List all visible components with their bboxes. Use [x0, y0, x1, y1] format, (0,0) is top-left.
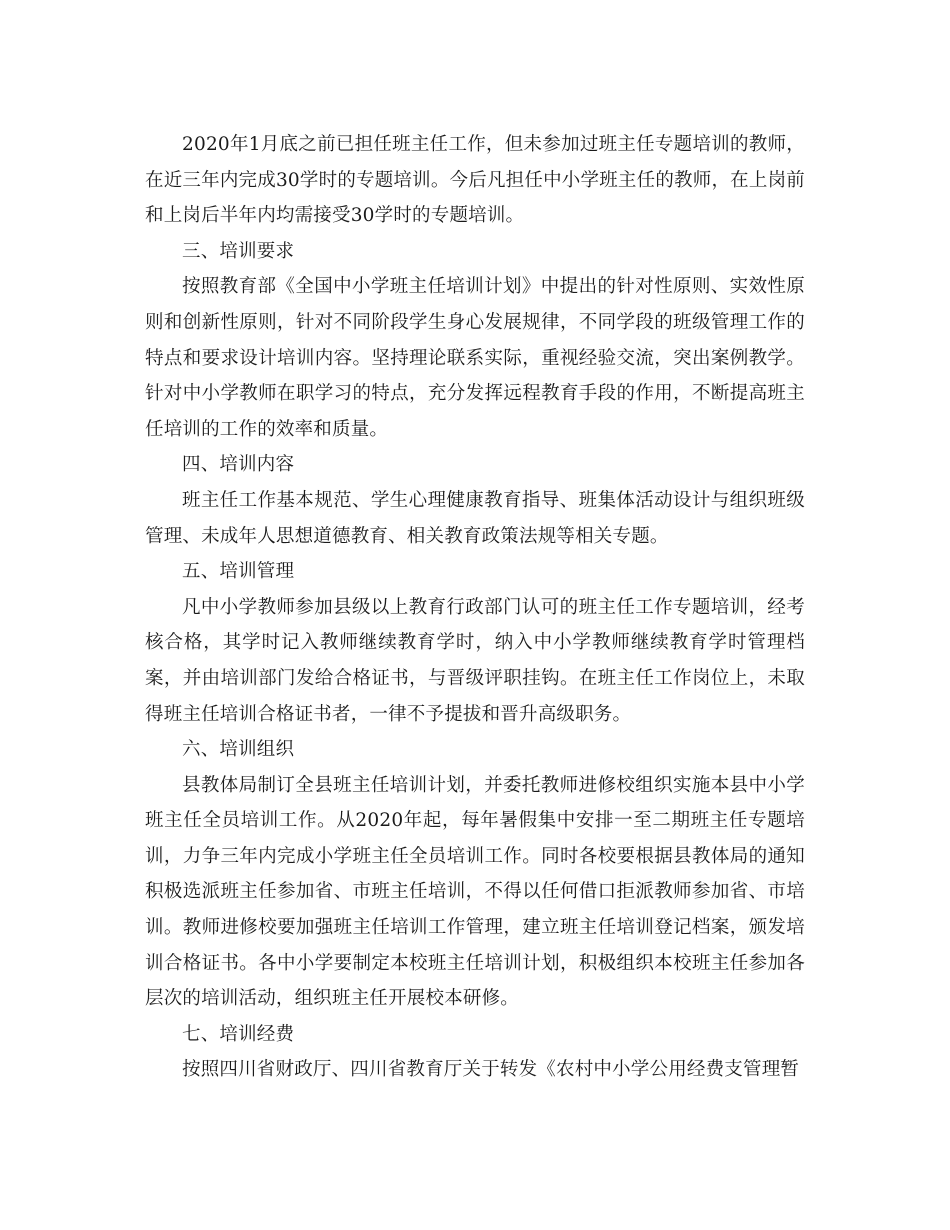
paragraph-training-management: 凡中小学教师参加县级以上教育行政部门认可的班主任工作专题培训，经考核合格，其学时记入教师继续教育学时，纳入中小学教师继续教育学时管理档案，并由培训部门发给合格证书，与晋级评职挂钩。在班主任工作岗位上，未取得班主任培训合格证书者，一律不予提拔和晋升高级职务。 — [145, 596, 805, 725]
paragraph-training-funding: 按照四川省财政厅、四川省教育厅关于转发《农村中小学公用经费支管理暂 — [182, 1059, 800, 1081]
paragraph-training-organization: 县教体局制订全县班主任培训计划，并委托教师进修校组织实施本县中小学班主任全员培训工作。从2020年起，每年暑假集中安排一至二期班主任专题培训，力争三年内完成小学班主任全员培训工作。同时各校要根据县教体局的通知积极选派班主任参加省、市班主任培训，不得以任何借口拒派教师参加省、市培训。教师进修校要加强班主任培训工作管理，建立班主任培训登记档案，颁发培训合格证书。各中小学要制定本校班主任培训计划，积极组织本校班主任参加各层次的培训活动，组织班主任开展校本研修。 — [145, 774, 805, 1010]
paragraph-training-hours: 2020年1月底之前已担任班主任工作，但未参加过班主任专题培训的教师，在近三年内完成30学时的专题培训。今后凡担任中小学班主任的教师，在上岗前和上岗后半年内均需接受30学时的专题培训。 — [145, 134, 805, 227]
heading-training-content: 四、培训内容 — [182, 454, 295, 476]
heading-training-requirements: 三、培训要求 — [182, 240, 295, 262]
heading-training-organization: 六、培训组织 — [182, 739, 295, 761]
heading-training-funding: 七、培训经费 — [182, 1023, 295, 1045]
heading-training-management: 五、培训管理 — [182, 561, 295, 583]
paragraph-training-requirements: 按照教育部《全国中小学班主任培训计划》中提出的针对性原则、实效性原则和创新性原则，针对不同阶段学生身心发展规律，不同学段的班级管理工作的特点和要求设计培训内容。坚持理论联系实际，重视经验交流，突出案例教学。针对中小学教师在职学习的特点，充分发挥远程教育手段的作用，不断提高班主任培训的工作的效率和质量。 — [145, 276, 805, 440]
paragraph-training-content: 班主任工作基本规范、学生心理健康教育指导、班集体活动设计与组织班级管理、未成年人思想道德教育、相关教育政策法规等相关专题。 — [145, 489, 805, 547]
document-page — [145, 127, 805, 1088]
